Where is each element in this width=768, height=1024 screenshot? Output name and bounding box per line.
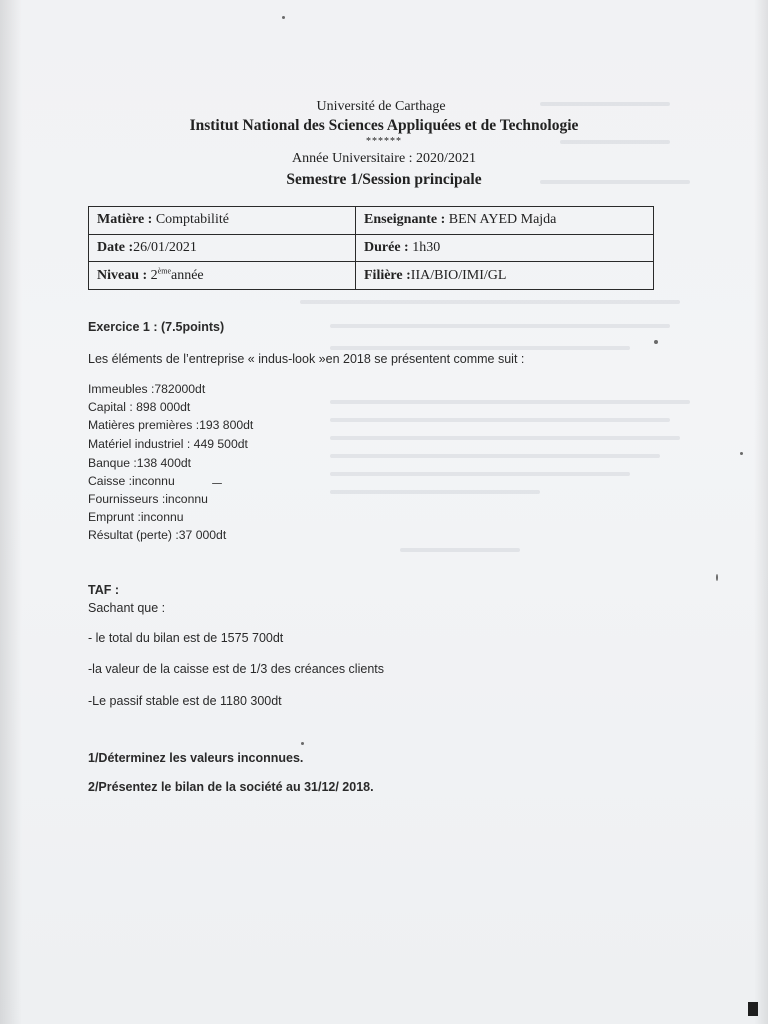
condition-total-bilan: - le total du bilan est de 1575 700dt: [88, 631, 284, 645]
teacher-cell: [356, 207, 654, 235]
list-item: Immeubles :782000dt: [88, 382, 206, 396]
level-suffix: année: [171, 267, 204, 283]
question-1: 1/Déterminez les valeurs inconnues.: [88, 751, 304, 765]
list-item: Matériel industriel : 449 500dt: [88, 437, 248, 451]
duration-cell: [356, 234, 654, 262]
scan-corner-mark: [748, 1002, 758, 1016]
scan-speck: [301, 742, 304, 745]
date-value: 26/01/2021: [133, 239, 197, 255]
list-item: Caisse :inconnu: [88, 474, 175, 488]
exercise-intro: Les éléments de l’entreprise « indus-look »en 2018 se présentent comme suit :: [88, 352, 525, 366]
semester-session: Semestre 1/Session principale: [286, 171, 482, 188]
condition-caisse: -la valeur de la caisse est de 1/3 des créances clients: [88, 662, 384, 676]
list-item: Emprunt :inconnu: [88, 510, 184, 524]
table-row: [89, 262, 654, 290]
list-item: Matières premières :193 800dt: [88, 418, 254, 432]
sachant-que: Sachant que :: [88, 601, 166, 615]
pen-mark: [212, 483, 222, 484]
scan-speck: [282, 16, 285, 19]
level-cell: [89, 262, 356, 290]
track-cell: [356, 262, 654, 290]
exam-info-table: [88, 206, 654, 290]
question-2: 2/Présentez le bilan de la société au 31/12/ 2018.: [88, 780, 374, 794]
list-item: Résultat (perte) :37 000dt: [88, 528, 227, 542]
date-cell: [89, 234, 356, 262]
level-label: Niveau :: [97, 267, 148, 283]
list-item: Fournisseurs :inconnu: [88, 492, 208, 506]
header-separator: ******: [366, 136, 402, 147]
list-item: Banque :138 400dt: [88, 456, 192, 470]
subject-label: Matière :: [97, 212, 153, 228]
academic-year: Année Universitaire : 2020/2021: [292, 151, 476, 166]
taf-label: TAF :: [88, 583, 120, 597]
institute-name: Institut National des Sciences Appliquées et de Technologie: [189, 117, 579, 134]
track-value: IIA/BIO/IMI/GL: [410, 267, 507, 283]
subject-value: Comptabilité: [155, 212, 229, 228]
level-number: 2: [150, 267, 158, 283]
teacher-value: BEN AYED Majda: [448, 212, 557, 228]
list-item: Capital : 898 000dt: [88, 400, 191, 414]
track-label: Filière :: [364, 267, 411, 283]
exercise-title: Exercice 1 : (7.5points): [88, 320, 225, 334]
table-row: [89, 234, 654, 262]
date-label: Date :: [97, 239, 134, 255]
duration-label: Durée :: [364, 239, 409, 255]
table-row: [89, 207, 654, 235]
condition-passif-stable: -Le passif stable est de 1180 300dt: [88, 694, 282, 708]
teacher-label: Enseignante :: [364, 212, 446, 228]
scan-speck: [740, 452, 743, 455]
subject-cell: [89, 207, 356, 235]
university-name: Université de Carthage: [316, 99, 446, 114]
scan-speck: [654, 340, 658, 344]
level-superscript: ème: [157, 266, 171, 275]
duration-value: 1h30: [412, 239, 441, 255]
scan-speck: [716, 574, 718, 581]
